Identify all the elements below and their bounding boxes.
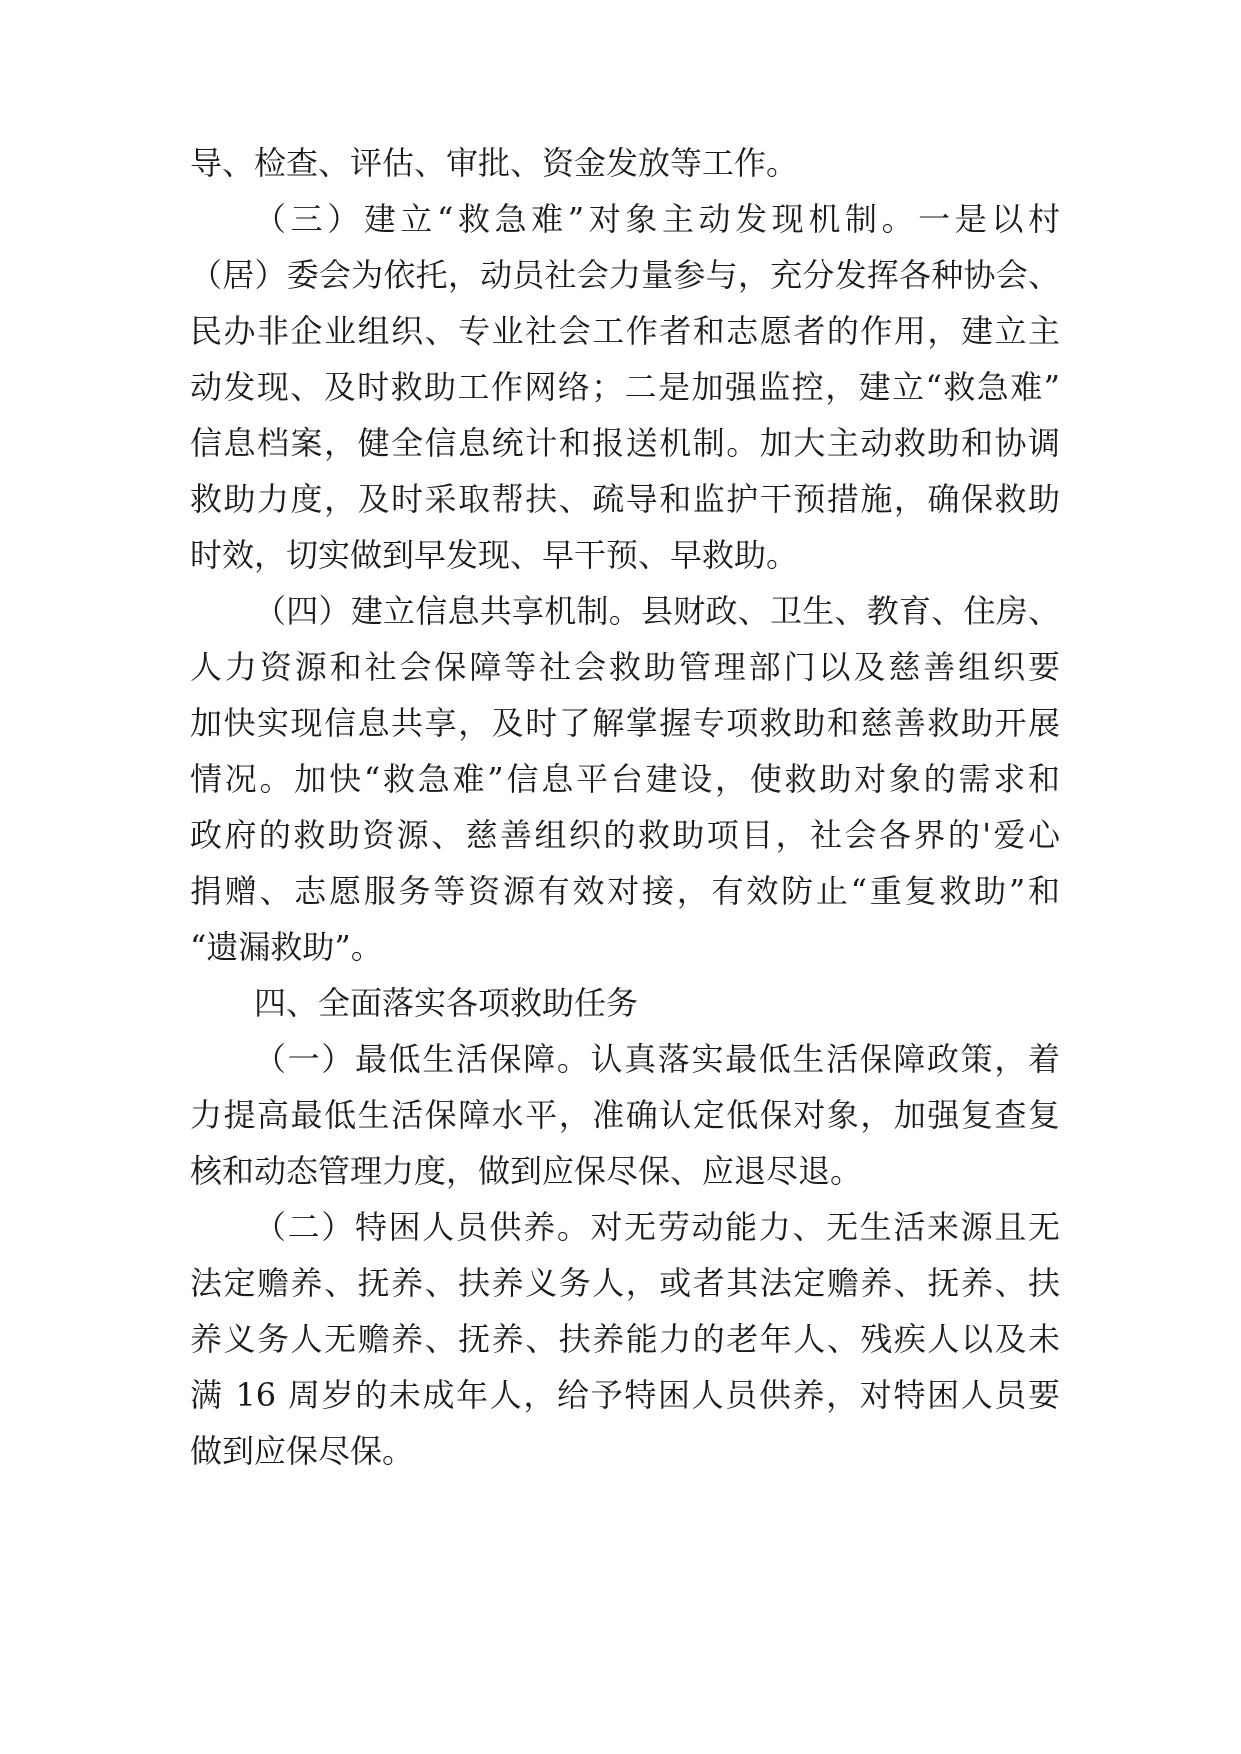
text-line: 情况。加快“救急难”信息平台建设，使救助对象的需求和 xyxy=(190,760,1060,798)
text-line: 政府的救助资源、慈善组织的救助项目，社会各界的'爱心 xyxy=(190,816,1060,854)
text-line: 捐赠、志愿服务等资源有效对接，有效防止“重复救助”和 xyxy=(190,872,1060,910)
text-line: 动发现、及时救助工作网络；二是加强监控，建立“救急难” xyxy=(190,368,1060,406)
text-line: “遗漏救助”。 xyxy=(190,928,383,966)
text-line: 人力资源和社会保障等社会救助管理部门以及慈善组织要 xyxy=(190,648,1060,686)
text-line: 核和动态管理力度，做到应保尽保、应退尽退。 xyxy=(190,1152,863,1190)
section-heading-line: （一）最低生活保障。认真落实最低生活保障政策，着 xyxy=(254,1040,1060,1078)
text-line: 救助力度，及时采取帮扶、疏导和监护干预措施，确保救助 xyxy=(190,480,1060,518)
text-line: 民办非企业组织、专业社会工作者和志愿者的作用，建立主 xyxy=(190,312,1060,350)
section-heading-line: （二）特困人员供养。对无劳动能力、无生活来源且无 xyxy=(254,1208,1060,1246)
text-line: 加快实现信息共享，及时了解掌握专项救助和慈善救助开展 xyxy=(190,704,1060,742)
text-line: （居）委会为依托，动员社会力量参与，充分发挥各种协会、 xyxy=(190,256,1060,294)
section-heading-line: （四）建立信息共享机制。县财政、卫生、教育、住房、 xyxy=(254,592,1060,630)
text-line: 做到应保尽保。 xyxy=(190,1432,415,1470)
text-line: 导、检查、评估、审批、资金发放等工作。 xyxy=(190,144,799,182)
text-line: 法定赡养、抚养、扶养义务人，或者其法定赡养、抚养、扶 xyxy=(190,1264,1060,1302)
text-line: 信息档案，健全信息统计和报送机制。加大主动救助和协调 xyxy=(190,424,1060,462)
text-line: 满 16 周岁的未成年人，给予特困人员供养，对特困人员要 xyxy=(190,1376,1060,1414)
chapter-heading: 四、全面落实各项救助任务 xyxy=(254,984,639,1022)
section-heading-line: （三）建立“救急难”对象主动发现机制。一是以村 xyxy=(254,200,1060,238)
text-line: 力提高最低生活保障水平，准确认定低保对象，加强复查复 xyxy=(190,1096,1060,1134)
text-line: 时效，切实做到早发现、早干预、早救助。 xyxy=(190,536,799,574)
text-line: 养义务人无赡养、抚养、扶养能力的老年人、残疾人以及未 xyxy=(190,1320,1060,1358)
